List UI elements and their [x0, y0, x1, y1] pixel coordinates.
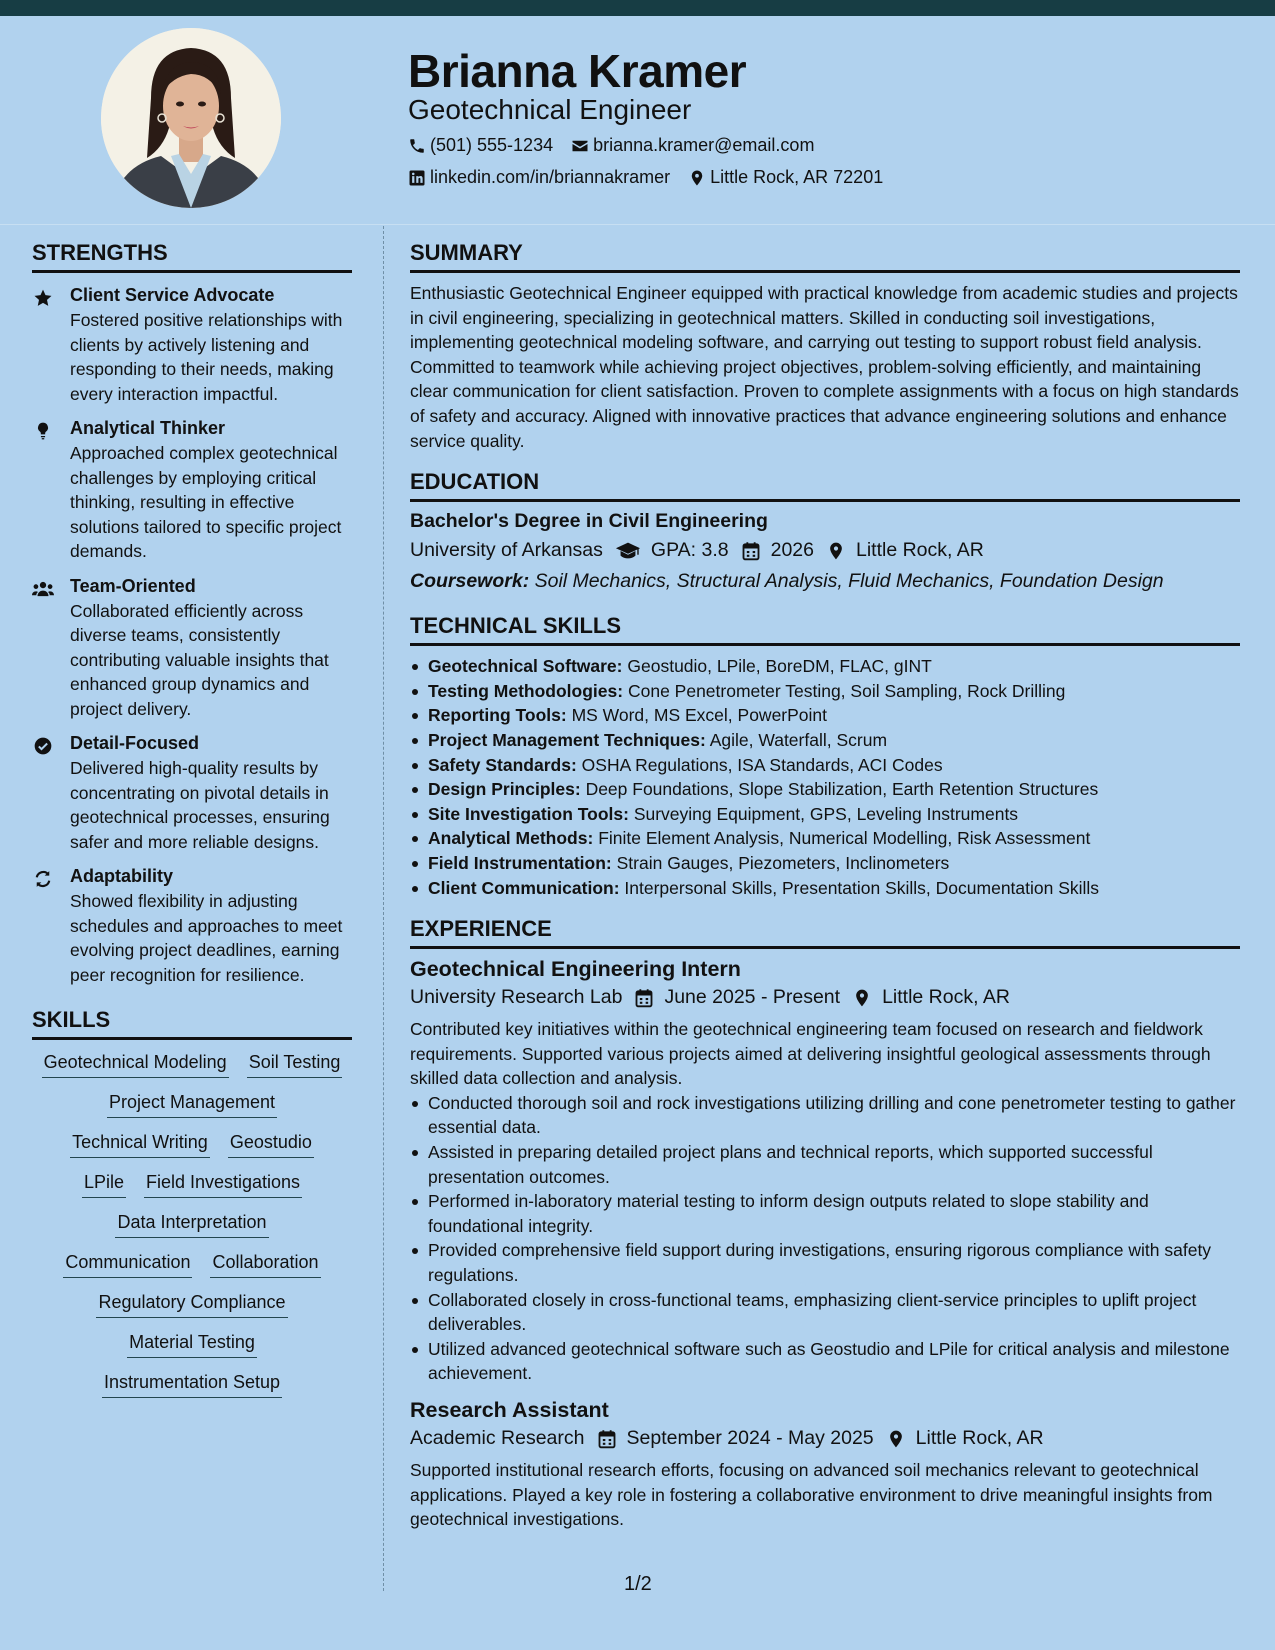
list-item: Project Management Techniques: Agile, Waterfall, Scrum	[410, 728, 1240, 753]
skill-chip: Soil Testing	[247, 1052, 343, 1078]
phone-icon	[408, 137, 426, 155]
list-item: Collaborated closely in cross-functional teams, emphasizing client-service principles to uplift project deliverables.	[410, 1288, 1240, 1337]
job-bullets	[410, 1091, 1240, 1386]
list-item: Conducted thorough soil and rock investigations utilizing drilling and cone penetrometer testing to gather essential data.	[410, 1091, 1240, 1140]
check-circle-icon	[32, 736, 54, 756]
contact-line-2	[408, 167, 901, 188]
skill-chip: Regulatory Compliance	[96, 1292, 287, 1318]
map-pin-icon	[886, 1429, 906, 1449]
job-entry	[410, 957, 1240, 1386]
list-item: Assisted in preparing detailed project plans and technical reports, which supported successful presentation outcomes.	[410, 1140, 1240, 1189]
list-item: Safety Standards: OSHA Regulations, ISA Standards, ACI Codes	[410, 753, 1240, 778]
right-column	[410, 240, 1240, 1532]
email-contact[interactable]	[571, 135, 814, 156]
linkedin-text: linkedin.com/in/briannakramer	[430, 167, 671, 187]
strength-title: Adaptability	[70, 866, 174, 886]
strength-item	[32, 733, 352, 854]
degree-title: Bachelor's Degree in Civil Engineering	[410, 510, 768, 533]
skill-row	[32, 1212, 352, 1238]
strength-title: Detail-Focused	[70, 733, 200, 753]
contact-line-1	[408, 135, 832, 156]
strength-description: Collaborated efficiently across diverse teams, consistently contributing valuable insights that enhanced group dynamics and project delivery.	[70, 600, 329, 719]
list-item: Performed in-laboratory material testing to inform design outputs related to slope stability and foundational integrity.	[410, 1189, 1240, 1238]
job-position: Research Assistant	[410, 1398, 609, 1422]
list-item: Client Communication: Interpersonal Skills, Presentation Skills, Documentation Skills	[410, 876, 1240, 901]
calendar-icon	[597, 1429, 617, 1449]
skill-chip: Communication	[63, 1252, 192, 1278]
coursework-line	[410, 570, 1240, 593]
list-item: Provided comprehensive field support during investigations, ensuring rigorous compliance with safety regulations.	[410, 1238, 1240, 1287]
technical-skills-heading: TECHNICAL SKILLS	[410, 613, 1240, 646]
strength-item	[32, 866, 352, 987]
strength-title: Client Service Advocate	[70, 285, 275, 305]
profile-photo	[101, 28, 281, 208]
users-icon	[32, 579, 54, 599]
skill-row	[32, 1132, 352, 1158]
list-item: Field Instrumentation: Strain Gauges, Piezometers, Inclinometers	[410, 851, 1240, 876]
column-divider	[383, 226, 384, 1591]
skill-chip: Data Interpretation	[115, 1212, 268, 1238]
candidate-name: Brianna Kramer	[408, 45, 747, 97]
list-item: Utilized advanced geotechnical software such as Geostudio and LPile for critical analysis and milestone achievement.	[410, 1337, 1240, 1386]
skill-row	[32, 1052, 352, 1078]
job-entry	[410, 1398, 1240, 1532]
list-item: Geotechnical Software: Geostudio, LPile, BoreDM, FLAC, gINT	[410, 654, 1240, 679]
list-item: Reporting Tools: MS Word, MS Excel, PowerPoint	[410, 703, 1240, 728]
coursework-list: Soil Mechanics, Structural Analysis, Fluid Mechanics, Foundation Design	[534, 570, 1164, 593]
skill-chip: Geotechnical Modeling	[42, 1052, 229, 1078]
strength-item	[32, 418, 352, 564]
header-divider	[0, 224, 1275, 225]
star-icon	[32, 288, 54, 308]
lightbulb-icon	[32, 421, 54, 441]
school-name: University of Arkansas	[410, 539, 603, 562]
map-pin-icon	[826, 541, 846, 561]
list-item: Site Investigation Tools: Surveying Equipment, GPS, Leveling Instruments	[410, 802, 1240, 827]
skill-chip: Project Management	[107, 1092, 277, 1118]
skill-chip: Instrumentation Setup	[102, 1372, 282, 1398]
linkedin-contact[interactable]	[408, 167, 670, 188]
summary-heading: SUMMARY	[410, 240, 1240, 273]
graduation-year: 2026	[770, 539, 814, 562]
location-contact	[688, 167, 883, 188]
coursework-label: Coursework:	[410, 570, 530, 593]
strength-description: Showed flexibility in adjusting schedules and approaches to meet evolving project deadlines, earning peer recognition for resilience.	[70, 891, 343, 985]
strength-item	[32, 576, 352, 722]
map-pin-icon	[688, 169, 706, 187]
job-description: Supported institutional research efforts, focusing on advanced soil mechanics relevant to geotechnical applications. Played a key role in fostering a collaborative environment to drive meaningful insights from geotechnical investigations.	[410, 1460, 1213, 1530]
skill-row	[32, 1092, 352, 1118]
skill-row	[32, 1372, 352, 1398]
job-organization: Academic Research	[410, 1427, 585, 1449]
skill-chip: Field Investigations	[144, 1172, 302, 1198]
summary-text: Enthusiastic Geotechnical Engineer equipped with practical knowledge from academic studies and projects in civil engineering, specializing in geotechnical matters. Skilled in conducting soil investigations, implementing geotechnical modeling software, and carrying out testing to support robust field analysis. Committed to teamwork while achieving project objectives, problem-solving efficiently, and maintaining clear communication for client satisfaction. Proven to complete assignments with a focus on high standards of safety and accuracy. Aligned with innovative practices that advance engineering solutions and enhance service quality.	[410, 283, 1239, 451]
education-heading: EDUCATION	[410, 469, 1240, 502]
job-meta	[410, 1427, 1240, 1450]
job-dates: September 2024 - May 2025	[626, 1427, 874, 1449]
experience-heading: EXPERIENCE	[410, 916, 1240, 949]
skill-row	[32, 1172, 352, 1198]
list-item: Analytical Methods: Finite Element Analysis, Numerical Modelling, Risk Assessment	[410, 826, 1240, 851]
phone-contact	[408, 135, 553, 156]
skill-chip: Technical Writing	[70, 1132, 210, 1158]
phone-text: (501) 555-1234	[430, 135, 554, 155]
education-meta	[410, 539, 1240, 562]
skill-chip: LPile	[82, 1172, 126, 1198]
linkedin-icon	[408, 169, 426, 187]
job-meta	[410, 986, 1240, 1009]
email-text: brianna.kramer@email.com	[593, 135, 815, 155]
skill-chip: Collaboration	[210, 1252, 320, 1278]
strength-description: Approached complex geotechnical challenges by employing critical thinking, resulting in effective solutions tailored to specific project demands.	[70, 443, 342, 561]
school-location: Little Rock, AR	[855, 539, 984, 562]
job-organization: University Research Lab	[410, 986, 623, 1009]
skills-heading: SKILLS	[32, 1007, 352, 1040]
left-column	[32, 240, 352, 1412]
map-pin-icon	[852, 988, 872, 1008]
skill-row	[32, 1252, 352, 1278]
job-dates: June 2025 - Present	[664, 986, 841, 1009]
list-item: Design Principles: Deep Foundations, Slope Stabilization, Earth Retention Structures	[410, 777, 1240, 802]
skill-chip: Material Testing	[127, 1332, 257, 1358]
job-location: Little Rock, AR	[915, 1427, 1044, 1449]
location-text: Little Rock, AR 72201	[710, 167, 884, 187]
graduation-cap-icon	[615, 541, 641, 561]
strength-description: Fostered positive relationships with clients by actively listening and responding to their needs, making every interaction impactful.	[70, 310, 343, 404]
strength-title: Team-Oriented	[70, 575, 196, 596]
job-description: Contributed key initiatives within the geotechnical engineering team focused on research and fieldwork requirements. Supported various projects aimed at delivering insightful geological assessments through skilled data collection and analysis.	[410, 1019, 1211, 1089]
strength-item	[32, 285, 352, 406]
technical-skills-list	[410, 654, 1240, 900]
skill-row	[32, 1332, 352, 1358]
skills-chips	[32, 1052, 352, 1412]
top-bar	[0, 0, 1275, 16]
strength-title: Analytical Thinker	[70, 418, 226, 438]
job-title: Geotechnical Engineer	[408, 94, 692, 125]
strengths-heading: STRENGTHS	[32, 240, 352, 273]
calendar-icon	[634, 988, 654, 1008]
calendar-icon	[741, 541, 761, 561]
envelope-icon	[571, 137, 589, 155]
job-position: Geotechnical Engineering Intern	[410, 957, 741, 982]
sync-icon	[32, 869, 54, 889]
gpa-text: GPA: 3.8	[650, 539, 729, 562]
list-item: Testing Methodologies: Cone Penetrometer Testing, Soil Sampling, Rock Drilling	[410, 679, 1240, 704]
page-number: 1/2	[624, 1573, 652, 1595]
skill-row	[32, 1292, 352, 1318]
skill-chip: Geostudio	[228, 1132, 314, 1158]
strength-description: Delivered high-quality results by concentrating on pivotal details in geotechnical processes, ensuring safer and more reliable designs.	[70, 758, 330, 852]
job-location: Little Rock, AR	[882, 986, 1010, 1009]
